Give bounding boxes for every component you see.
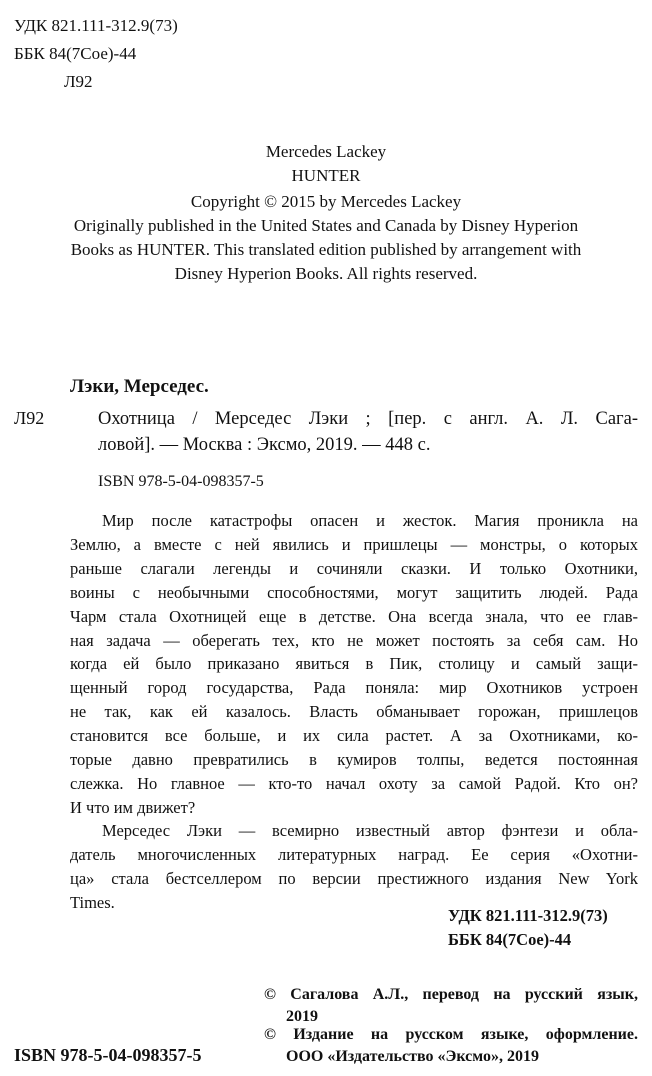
catalog-isbn: ISBN 978-5-04-098357-5 (98, 473, 264, 490)
udk-code-bottom: УДК 821.111-312.9(73) (448, 906, 608, 925)
udk-code-top: УДК 821.111-312.9(73) (14, 16, 178, 35)
annotation-line: И что им движет? (70, 797, 196, 817)
publication-notice-line: Disney Hyperion Books. All rights reserved. (174, 264, 478, 283)
annotation-line: не так, как ей казалось. Власть обманывает горожан, пришлецов (70, 702, 638, 722)
original-copyright: Copyright © 2015 by Mercedes Lackey (190, 192, 462, 211)
annotation-line: раньше слагали легенды и сочиняли сказки. И только Охотники, (70, 558, 638, 578)
annotation-line: Мир после катастрофы опасен и жесток. Магия проникла на (102, 511, 638, 530)
annotation-paragraph-1 (70, 509, 638, 820)
catalog-entry-line: Охотница / Мерседес Лэки ; [пер. с англ. А. Л. Сага- (98, 409, 638, 429)
publication-notice-line: Books as HUNTER. This translated edition published by arrangement with (70, 240, 582, 259)
bbk-code-top: ББК 84(7Сое)-44 (14, 44, 137, 63)
copyright-line: ООО «Издательство «Эксмо», 2019 (286, 1048, 539, 1065)
bbk-code-bottom: ББК 84(7Сое)-44 (448, 930, 572, 949)
copyright-line: 2019 (286, 1008, 318, 1025)
edition-copyright (264, 1024, 638, 1068)
catalog-entry-line: ловой]. — Москва : Эксмо, 2019. — 448 с. (98, 435, 431, 455)
annotation-line: воины с необычными способностями, могут защитить людей. Рада (70, 582, 638, 602)
copyright-line: © Издание на русском языке, оформление. (264, 1026, 638, 1043)
publication-notice-line: Originally published in the United States and Canada by Disney Hyperion (73, 216, 579, 235)
translation-copyright (264, 984, 638, 1028)
annotation-line: ная задача — оберегать тех, кто не может постоять за себя сам. Но (70, 630, 638, 650)
annotation-line: торые давно превратились в кумиров толпы, ведется постоянная (70, 750, 638, 770)
annotation-line: ца» стала бестселлером по версии престижного издания New York (70, 868, 638, 888)
footer-isbn: ISBN 978-5-04-098357-5 (14, 1045, 202, 1065)
author-mark-top: Л92 (64, 72, 93, 91)
annotation-paragraph-2 (70, 819, 638, 915)
original-author: Mercedes Lackey (265, 142, 387, 161)
original-title: HUNTER (291, 166, 361, 185)
annotation-line: датель многочисленных литературных наград. Ее серия «Охотни- (70, 844, 638, 864)
annotation-line: становится все больше, и их сила растет. А за Охотниками, ко- (70, 726, 638, 746)
annotation-line: щенный город государства, Рада поняла: мир Охотников устроен (70, 678, 638, 698)
copyright-line: © Сагалова А.Л., перевод на русский язык, (264, 986, 638, 1003)
annotation-line: Times. (70, 892, 115, 912)
catalog-author-mark: Л92 (14, 408, 45, 428)
catalog-entry (98, 406, 638, 458)
annotation-line: Чарм стала Охотницей еще в детстве. Она всегда знала, что ее глав- (70, 606, 638, 626)
annotation-line: слежка. Но главное — кто-то начал охоту за самой Радой. Кто он? (70, 773, 638, 793)
annotation-line: Мерседес Лэки — всемирно известный автор фэнтези и обла- (102, 821, 638, 840)
annotation-line: когда ей было приказано явиться в Пик, столицу и самый защи- (70, 654, 638, 674)
annotation-line: Землю, а вместе с ней явились и пришлецы — монстры, о которых (70, 534, 638, 554)
catalog-heading: Лэки, Мерседес. (70, 376, 209, 397)
